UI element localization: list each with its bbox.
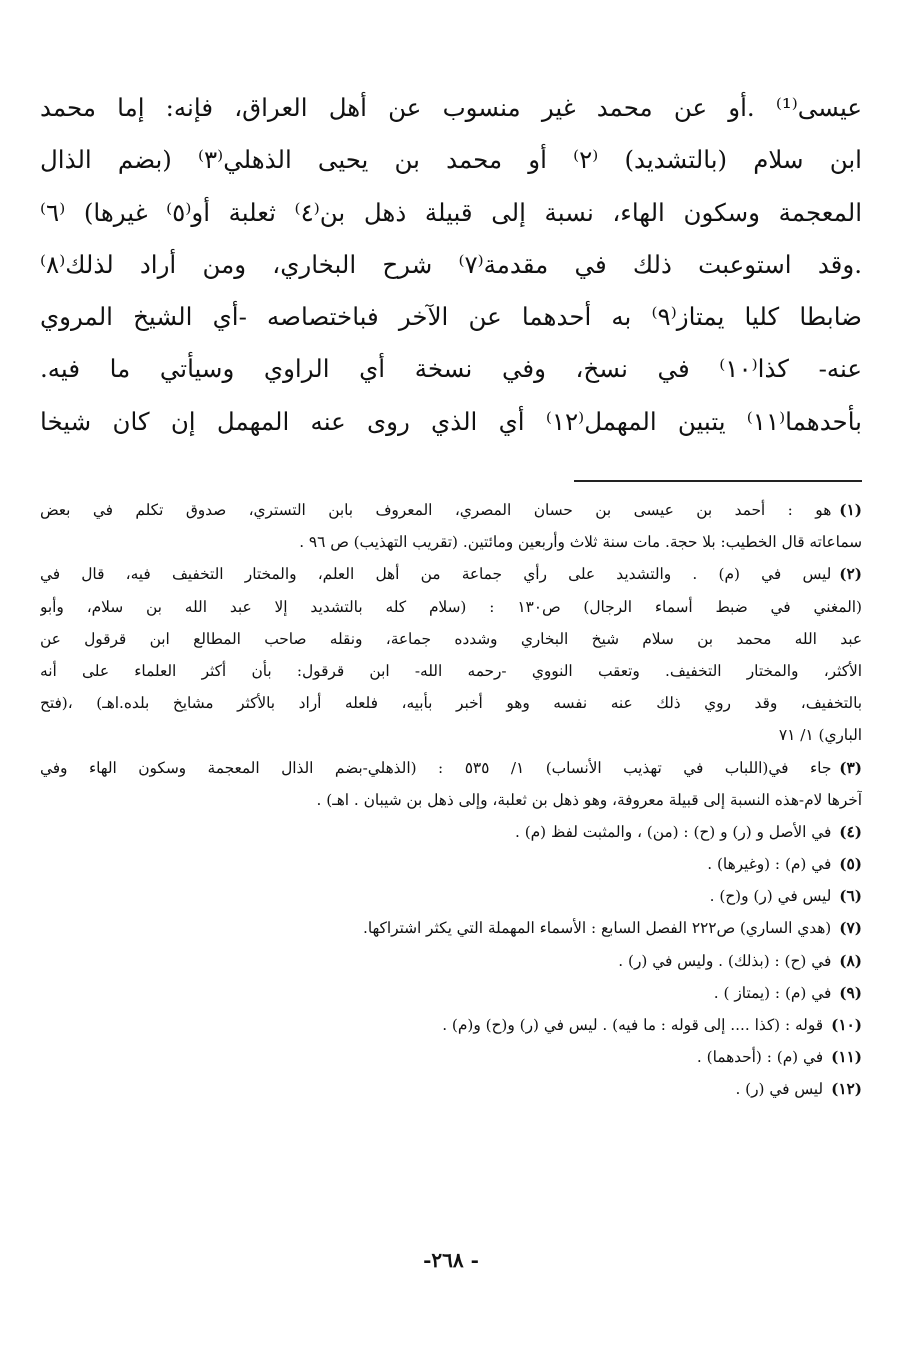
footnote-line [40,816,862,848]
text-line: ضابطا كليا يمتاز⁽٩⁾ به أحدهما عن الآخر فباختصاصه -أي الشيخ المروي [40,302,862,332]
footnote-number: (١٠) [831,1016,862,1034]
footnote-text: هو : أحمد بن عيسى بن حسان المصري، المعروف بابن التستري، صدوق تكلم في بعض [40,501,832,519]
footnote-line [40,752,862,784]
footnote-line: عبد الله محمد بن سلام شيخ البخاري وشدده جماعة، ونقله صاحب المطالع ابن قرقول عن [40,629,862,648]
footnote-line [40,1009,862,1041]
footnote-number: (٦) [839,887,862,906]
footnote-text: في (ح) : (بذلك) . وليس في (ر) . [618,951,832,970]
page-number: - ٢٦٨- [423,1248,479,1272]
footnote-number: (٢) [839,565,862,584]
footnote-text: ليس في (ر) و(ح) . [709,887,832,906]
footnote-line [40,1041,862,1073]
footnote-text: (هدي الساري) ص٢٢٢ الفصل السابع : الأسماء المهملة التي يكثر اشتراكها. [362,919,832,938]
footnote-text: في (م) : (وغيرها) . [707,855,832,874]
footnote-number: (١٢) [831,1080,862,1099]
text-line: .وقد استوعبت ذلك في مقدمة⁽٧⁾ شرح البخاري، ومن أراد لذلك⁽٨⁾ [40,249,862,279]
footnote-number: (٩) [839,983,862,1002]
footnote-text: ليس في (ر) . [735,1080,824,1099]
footnote-text: جاء في(اللباب في تهذيب الأنساب) ١/ ٥٣٥ : (الذهلي-بضم الذال المعجمة وسكون الهاء وفي [40,758,832,777]
footnote-line: الباري) ١/ ٧١ [778,726,862,745]
footnote-number: (٣) [839,758,862,777]
main-text [40,82,862,448]
footnote-line [40,848,862,880]
text-line: عيسى⁽¹⁾ .أو عن محمد غير منسوب عن أهل العراق، فإنه: إما محمد [40,93,862,122]
footnote-separator [574,480,862,482]
footnote-text: في (م) : (يمتاز ) . [713,983,832,1002]
footnote-line: الأكثر، والمختار التخفيف. وتعقب النووي -رحمه الله- ابن قرقول: بأن أكثر العلماء على أنه [40,661,862,680]
footnote-line [40,880,862,912]
footnote-line: سماعاته قال الخطيب: بلا حجة. مات سنة ثلاث وأربعين ومائتين. (تقريب التهذيب) ص ٩٦ . [299,533,862,552]
footnote-line: آخرها لام-هذه النسبة إلى قبيلة معروفة، وهو ذهل بن ثعلبة، وإلى ذهل بن شيبان . اهـ) . [316,790,862,809]
footnote-line [40,558,862,590]
footnote-text: قوله : (كذا .... إلى قوله : ما فيه) . ليس في (ر) و(ح) و(م) . [442,1016,824,1034]
text-line: عنه- كذا⁽١٠⁾ في نسخ، وفي نسخة أي الراوي وسيأتي ما فيه. [40,354,862,384]
footnote-line [40,912,862,944]
footnotes [40,494,862,1106]
footnote-line [40,945,862,977]
footnote-number: (٨) [839,951,862,970]
footnote-text: في الأصل و (ر) و (ح) : (من) ، والمثبت لفظ (م) . [514,822,832,841]
footnote-number: (٧) [839,919,862,938]
footnote-number: (٥) [839,855,862,874]
footnote-line: (المغني في ضبط أسماء الرجال) ص١٣٠ : (سلام كله بالتشديد إلا عبد الله بن سلام، وأبو [40,597,862,616]
footnote-line [40,977,862,1009]
footnote-number: (١) [839,501,862,519]
footnote-line [40,1073,862,1105]
footnote-number: (٤) [839,822,862,841]
text-line: ابن سلام (بالتشديد) ⁽٢⁾ أو محمد بن يحيى الذهلي⁽٣⁾ (بضم الذال [40,145,862,175]
text-line: المعجمة وسكون الهاء، نسبة إلى قبيلة ذهل بن⁽٤⁾ ثعلبة أو⁽٥⁾ غيرها) ⁽٦⁾ [40,197,862,227]
text-line: بأحدهما⁽١١⁾ يتبين المهمل⁽١٢⁾ أي الذي روى عنه المهمل إن كان شيخا [40,406,862,436]
footnote-number: (١١) [831,1048,862,1067]
footnote-text: في (م) : (أحدهما) . [696,1048,824,1067]
footnote-line: بالتخفيف، وقد روي ذلك عنه نفسه وهو أخبر بأبيه، فلعله أراد بالأكثر مشايخ بلده.اهـ) ،(فتح [40,694,862,713]
book-page [40,82,862,1332]
footnote-line [40,494,862,526]
footnote-text: ليس في (م) . والتشديد على رأي جماعة من أهل العلم، والمختار التخفيف فيه، قال في [40,565,832,584]
